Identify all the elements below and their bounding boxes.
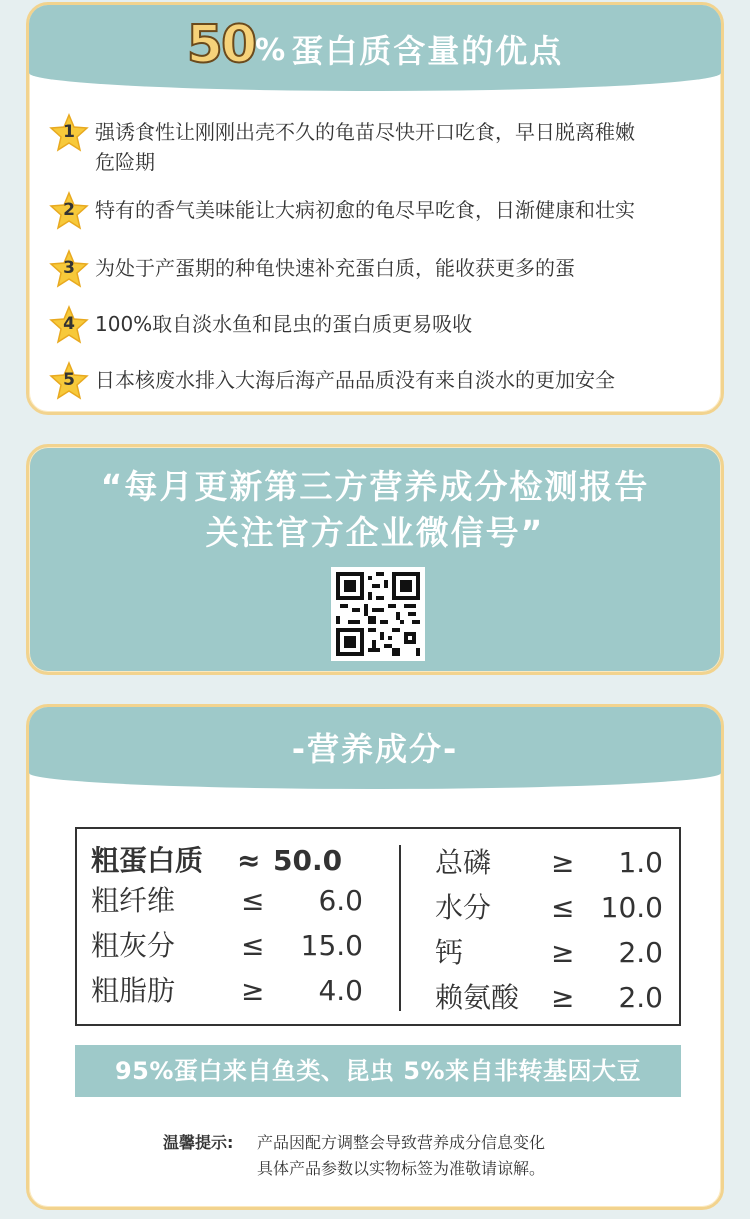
nutrient-value: 2.0 (618, 981, 663, 1014)
advantages-title (29, 17, 721, 73)
nutrition-title: -营养成分- (291, 730, 459, 768)
column-divider (399, 845, 401, 1011)
report-line-2: 关注官方企业微信号” (205, 513, 545, 552)
star-icon (49, 113, 89, 153)
nutrient-op: ≥ (241, 974, 265, 1007)
nutrient-name: 赖氨酸 (435, 981, 520, 1014)
item-text: 日本核废水排入大海后海产品品质没有来自淡水的更加安全 (95, 368, 615, 392)
nutrient-value: 15.0 (300, 929, 363, 962)
tip-line-2: 具体产品参数以实物标签为准敬请谅解。 (257, 1159, 546, 1178)
nutrient-name: 钙 (435, 936, 464, 969)
item-number: 3 (63, 258, 75, 278)
nutrient-op: ≈ (237, 844, 261, 877)
nutrient-value: 1.0 (618, 846, 663, 879)
nutrient-value: 10.0 (600, 891, 663, 924)
report-line-1: “每月更新第三方营养成分检测报告 (100, 467, 650, 506)
tip-line-1: 产品因配方调整会导致营养成分信息变化 (257, 1133, 546, 1152)
tip-label: 温馨提示: (163, 1133, 234, 1152)
nutrient-op: ≤ (551, 891, 575, 924)
nutrient-op: ≤ (241, 929, 265, 962)
qr-code[interactable] (331, 567, 425, 661)
report-card (26, 444, 724, 675)
nutrient-op: ≥ (551, 846, 575, 879)
list-item (49, 305, 719, 345)
item-number: 5 (63, 370, 75, 390)
item-text: 强诱食性让刚刚出壳不久的龟苗尽快开口吃食，早日脱离稚嫩 (95, 120, 635, 144)
nutrition-table (75, 827, 681, 1026)
protein-source-banner: 95%蛋白来自鱼类、昆虫 5%来自非转基因大豆 (75, 1045, 681, 1097)
title-percent: % (255, 33, 286, 68)
nutrient-value: 4.0 (318, 974, 363, 1007)
title-text: 蛋白质含量的优点 (291, 32, 564, 70)
list-item (49, 361, 719, 401)
nutrient-name: 水分 (435, 891, 492, 924)
item-text: 100%取自淡水鱼和昆虫的蛋白质更易吸收 (95, 312, 473, 336)
title-number: 50 (186, 15, 256, 75)
item-number: 4 (63, 314, 75, 334)
item-text-continued: 危险期 (95, 150, 155, 174)
nutrient-name: 粗纤维 (91, 884, 176, 917)
item-number: 2 (63, 200, 75, 220)
list-item (49, 249, 719, 289)
item-text: 特有的香气美味能让大病初愈的龟尽早吃食，日渐健康和壮实 (95, 198, 635, 222)
nutrient-name: 粗蛋白质 (91, 844, 204, 877)
list-item (49, 191, 719, 231)
nutrient-value: 6.0 (318, 884, 363, 917)
nutrient-name: 粗脂肪 (91, 974, 176, 1007)
star-icon (49, 249, 89, 289)
star-icon (49, 191, 89, 231)
star-icon (49, 361, 89, 401)
list-item (49, 113, 719, 177)
item-number: 1 (63, 122, 75, 142)
nutrient-op: ≥ (551, 981, 575, 1014)
item-text: 为处于产蛋期的种龟快速补充蛋白质，能收获更多的蛋 (95, 256, 575, 280)
nutrient-op: ≥ (551, 936, 575, 969)
nutrient-name: 粗灰分 (91, 929, 176, 962)
nutrition-card (26, 704, 724, 1210)
star-icon (49, 305, 89, 345)
nutrient-op: ≤ (241, 884, 265, 917)
nutrient-name: 总磷 (435, 846, 492, 879)
nutrient-value: 50.0 (273, 844, 343, 877)
advantages-card (26, 2, 724, 415)
nutrient-value: 2.0 (618, 936, 663, 969)
